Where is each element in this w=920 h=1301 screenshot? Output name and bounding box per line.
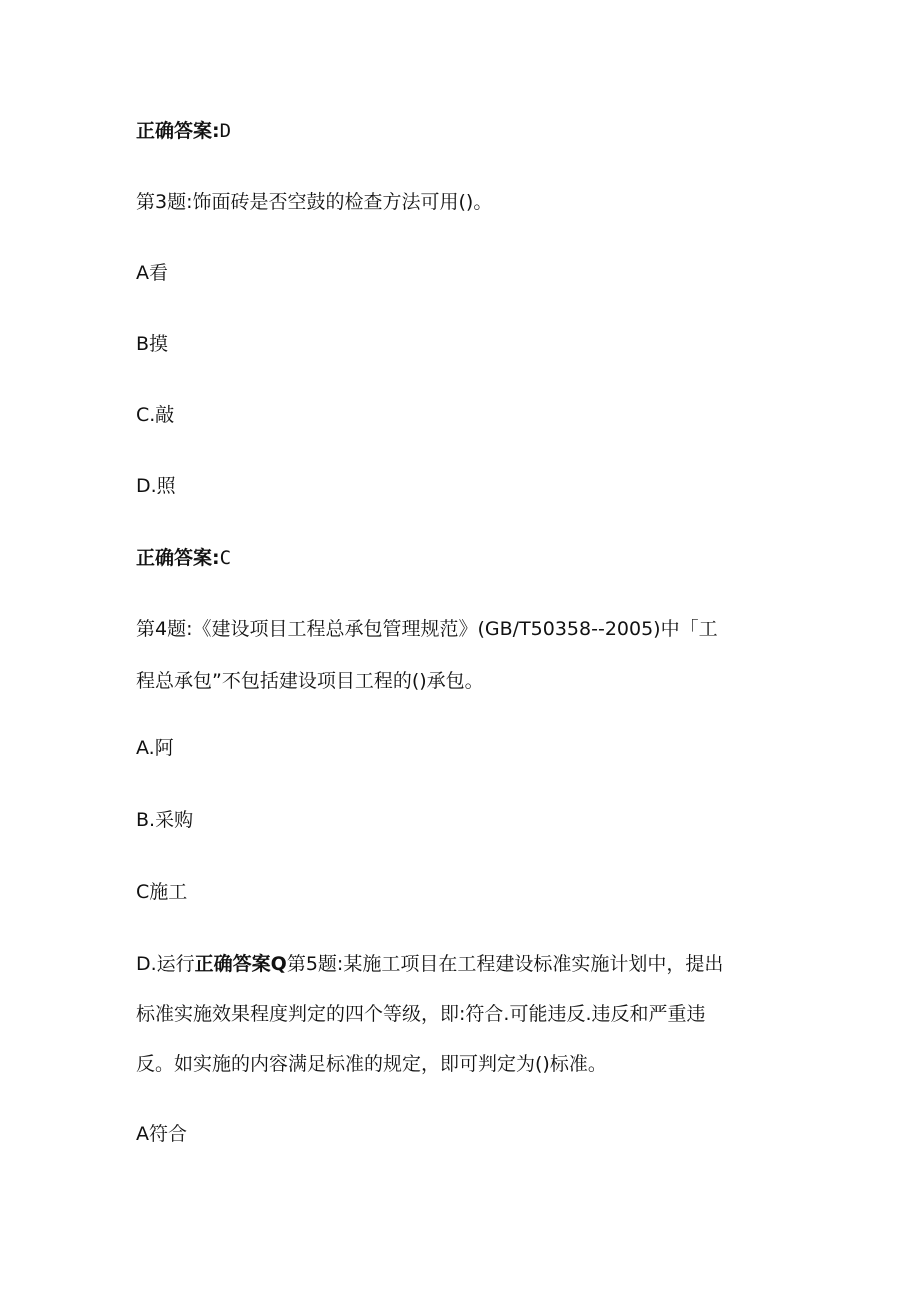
answer-line-q3	[136, 546, 786, 570]
question-5-line-2: 标准实施效果程度判定的四个等级，即:符合.可能违反.违反和严重违	[136, 1003, 706, 1025]
question-4-line-2: 程总承包”不包括建设项目工程的()承包。	[136, 670, 484, 692]
option-c: C.敲	[136, 404, 175, 426]
question-5-line-1	[136, 952, 786, 976]
question-5-text: 第5题:某施工项目在工程建设标准实施计划中，提出	[286, 953, 724, 975]
option-a: A.阿	[136, 737, 174, 759]
option-a: A看	[136, 262, 168, 284]
option-b: B.采购	[136, 809, 194, 831]
question-4-line-1: 第4题:《建设项目工程总承包管理规范》(GB/T50358--2005)中「工	[136, 618, 718, 640]
answer-line-q2	[136, 119, 786, 143]
answer-letter: D	[219, 120, 232, 142]
answer-letter: C	[219, 547, 232, 569]
answer-label: 正确答案:	[136, 547, 220, 569]
question-5-line-3: 反。如实施的内容满足标准的规定，即可判定为()标准。	[136, 1053, 607, 1075]
answer-label: 正确答案Q	[194, 953, 287, 975]
answer-label: 正确答案:	[136, 120, 220, 142]
option-b: B摸	[136, 333, 169, 355]
question-3: 第3题:饰面砖是否空鼓的检查方法可用()。	[136, 191, 493, 213]
option-a: A符合	[136, 1123, 187, 1145]
option-c: C施工	[136, 881, 188, 903]
option-d: D.照	[136, 475, 176, 497]
option-d: D.运行	[136, 953, 195, 975]
